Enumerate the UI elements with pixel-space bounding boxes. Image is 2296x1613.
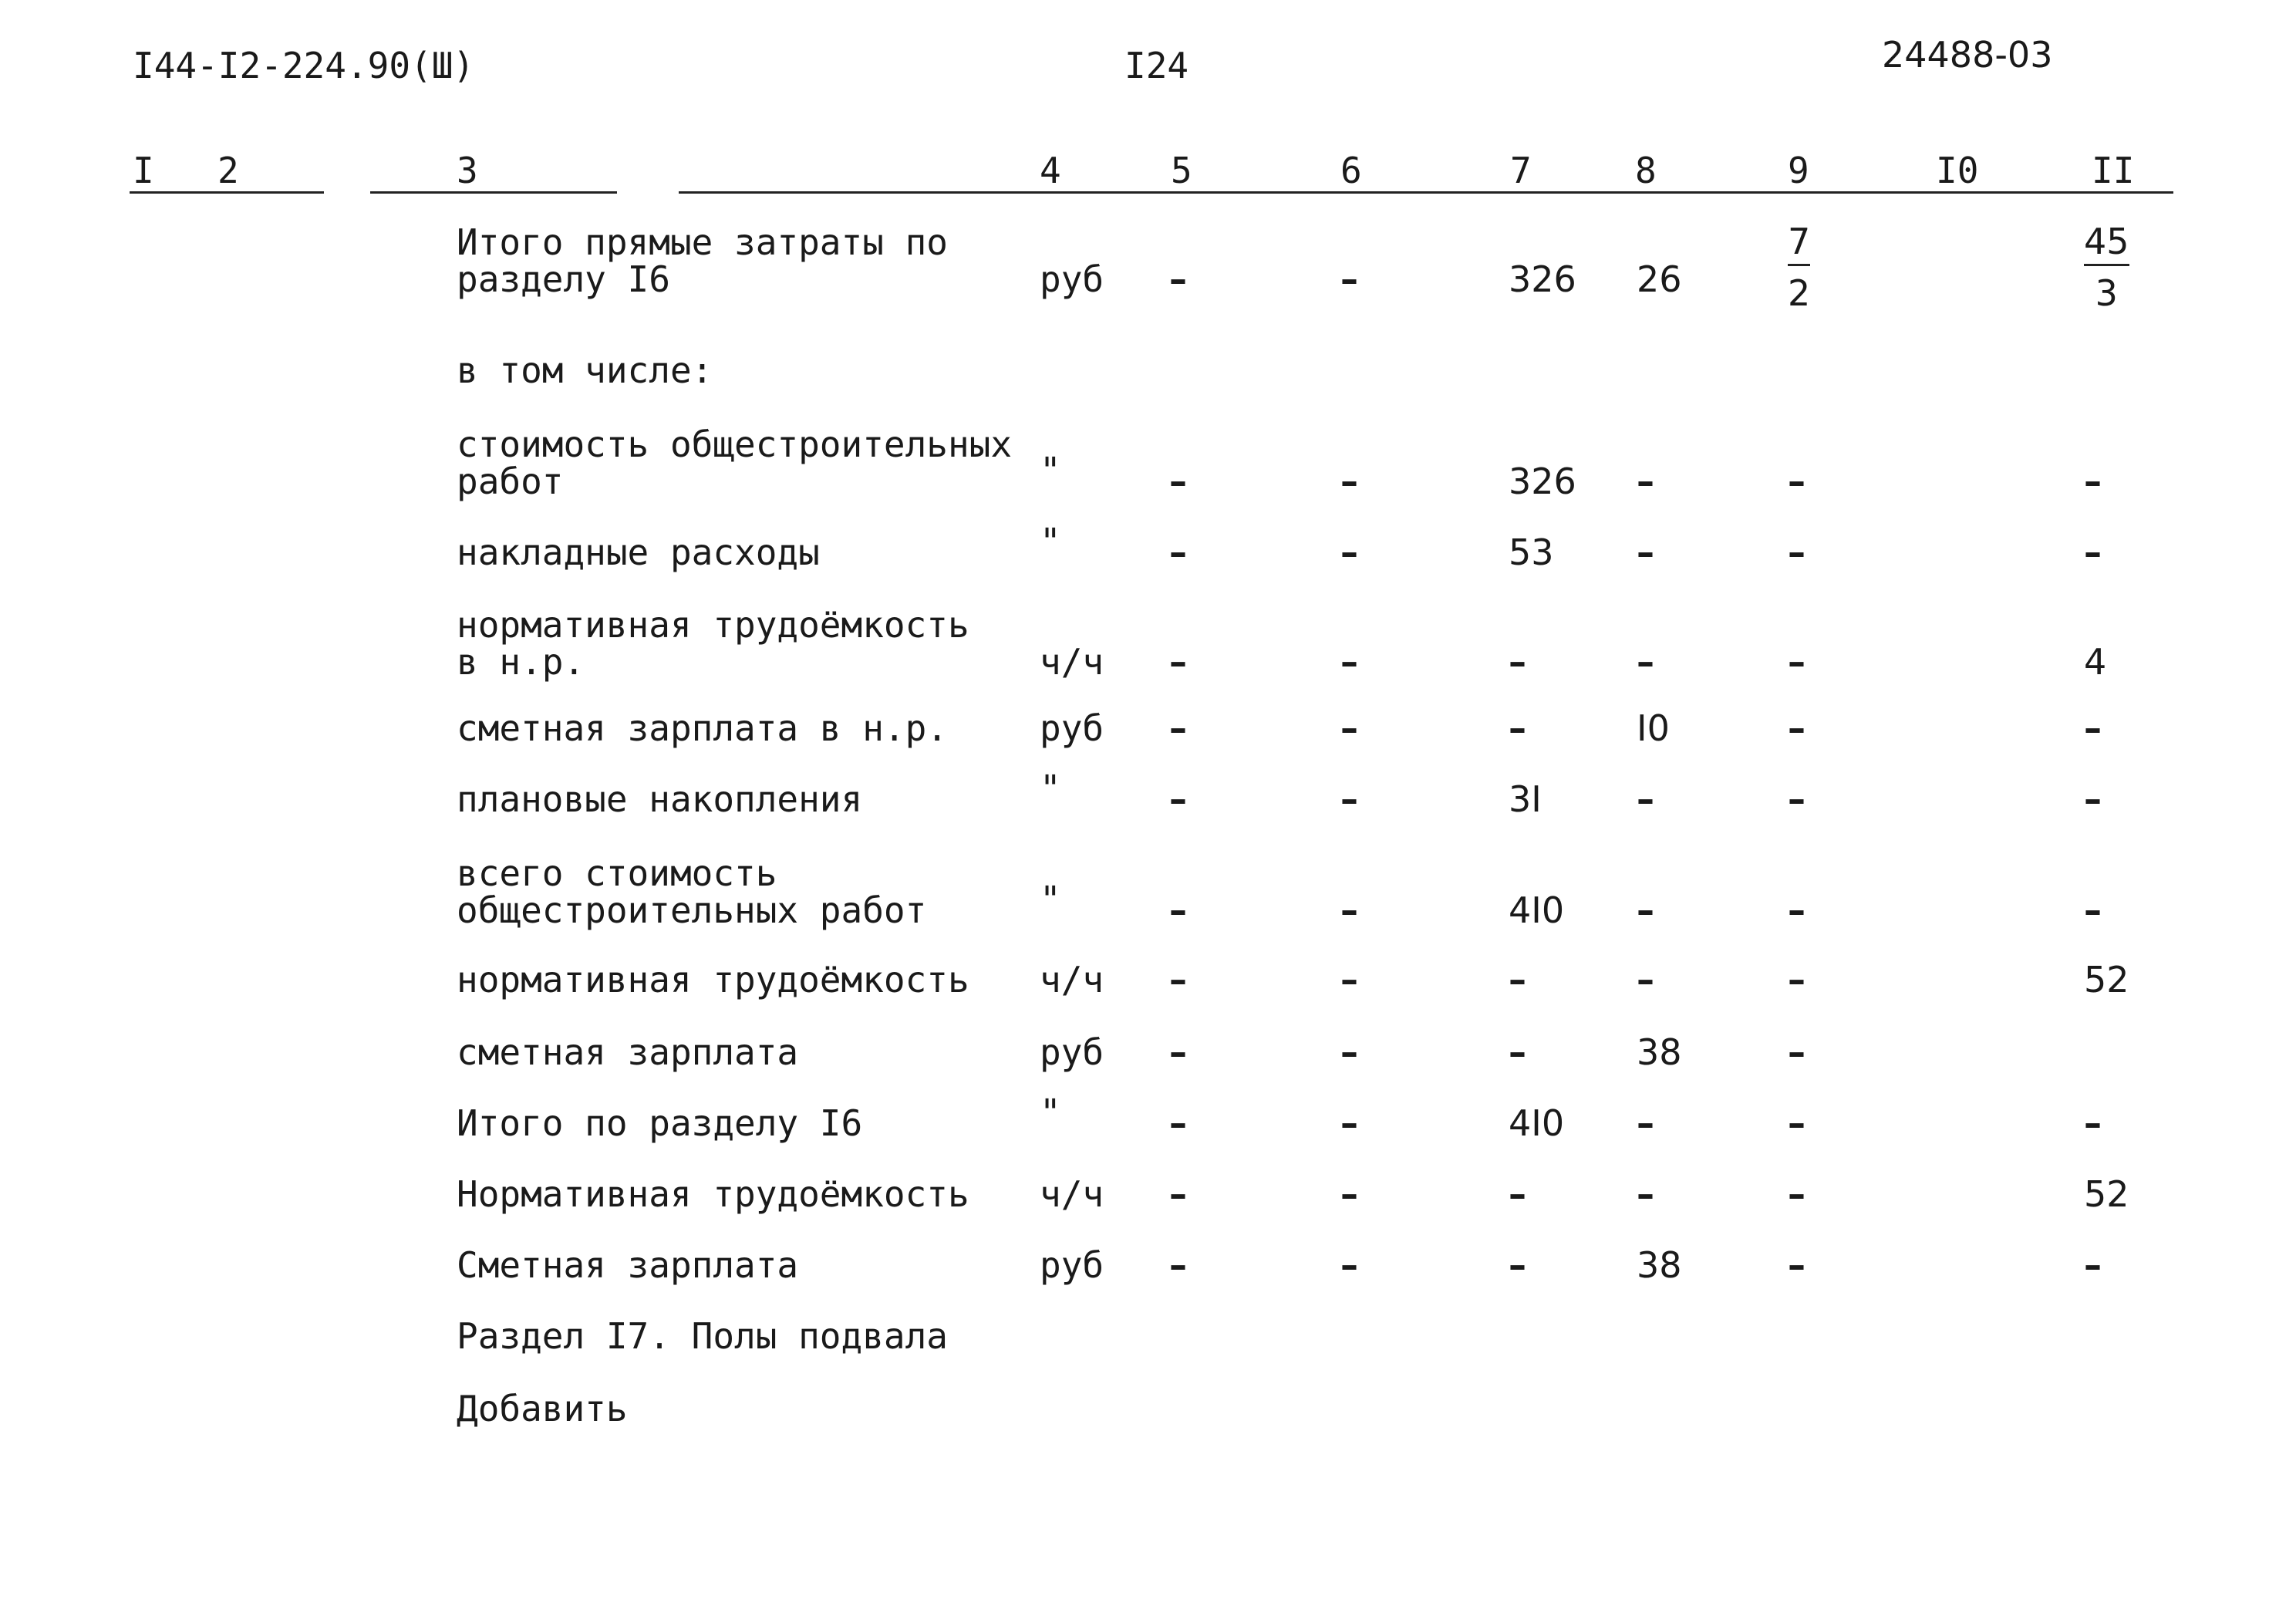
empty-dash-cell: – <box>1509 707 1526 749</box>
value-cell: 53 <box>1509 531 1554 573</box>
empty-dash-cell: – <box>1340 889 1358 931</box>
row-label: общестроительных работ <box>457 889 927 931</box>
row-label: нормативная трудоёмкость <box>457 959 969 1001</box>
empty-dash-cell: – <box>1169 1244 1187 1286</box>
header-rule-2 <box>370 191 617 194</box>
unit-cell: руб <box>1040 1244 1104 1286</box>
empty-dash-cell: – <box>2084 461 2102 502</box>
page-number: I24 <box>1124 45 1189 86</box>
empty-dash-cell: – <box>1509 1244 1526 1286</box>
unit-cell: руб <box>1040 707 1104 749</box>
column-number-2: 2 <box>217 150 239 191</box>
row-label: работ <box>457 461 564 502</box>
column-number-9: 9 <box>1788 150 1809 191</box>
value-cell: 26 <box>1637 258 1682 300</box>
value-cell: 326 <box>1509 258 1576 300</box>
empty-dash-cell: – <box>1169 1102 1187 1144</box>
value-cell: 326 <box>1509 461 1576 502</box>
value-cell: 38 <box>1637 1244 1682 1286</box>
empty-dash-cell: – <box>1340 1031 1358 1073</box>
empty-dash-cell: – <box>1788 1173 1805 1215</box>
value-cell: I0 <box>1637 707 1670 749</box>
column-number-3: 3 <box>457 150 478 191</box>
empty-dash-cell: – <box>1169 258 1187 300</box>
column-number-8: 8 <box>1635 150 1657 191</box>
empty-dash-cell: – <box>2084 889 2102 931</box>
column-number-7: 7 <box>1510 150 1532 191</box>
header-rule-1 <box>130 191 324 194</box>
unit-cell: ч/ч <box>1040 1173 1104 1215</box>
empty-dash-cell: – <box>1637 1102 1654 1144</box>
row-label: разделу I6 <box>457 258 670 300</box>
empty-dash-cell: – <box>1788 1102 1805 1144</box>
header-rule-3 <box>679 191 2173 194</box>
empty-dash-cell: – <box>2084 707 2102 749</box>
empty-dash-cell: – <box>2084 778 2102 820</box>
row-label: Сметная зарплата <box>457 1244 799 1286</box>
value-cell: 52 <box>2084 1173 2129 1215</box>
empty-dash-cell: – <box>1340 778 1358 820</box>
empty-dash-cell: – <box>1169 778 1187 820</box>
empty-dash-cell: – <box>1340 258 1358 300</box>
empty-dash-cell: – <box>1169 1173 1187 1215</box>
empty-dash-cell: – <box>1169 531 1187 573</box>
empty-dash-cell: – <box>1340 1173 1358 1215</box>
row-label: Раздел I7. Полы подвала <box>457 1315 948 1357</box>
empty-dash-cell: – <box>2084 531 2102 573</box>
row-label: сметная зарплата <box>457 1031 799 1073</box>
empty-dash-cell: – <box>1509 959 1526 1001</box>
value-cell: 3I <box>1509 778 1542 820</box>
row-label: в том числе: <box>457 349 713 391</box>
row-label: плановые накопления <box>457 778 863 820</box>
empty-dash-cell: – <box>1169 461 1187 502</box>
empty-dash-cell: – <box>1637 461 1654 502</box>
row-label: стоимость общестроительных <box>457 423 1013 465</box>
column-number-6: 6 <box>1340 150 1362 191</box>
empty-dash-cell: – <box>1637 641 1654 683</box>
empty-dash-cell: – <box>1788 461 1805 502</box>
empty-dash-cell: – <box>1788 778 1805 820</box>
empty-dash-cell: – <box>1340 1244 1358 1286</box>
row-label: всего стоимость <box>457 852 777 894</box>
empty-dash-cell: – <box>1340 461 1358 502</box>
empty-dash-cell: – <box>1788 707 1805 749</box>
document-code: I44-I2-224.90(Ш) <box>133 45 475 86</box>
empty-dash-cell: – <box>1637 531 1654 573</box>
empty-dash-cell: – <box>1169 1031 1187 1073</box>
column-number-11: II <box>2092 150 2135 191</box>
fraction-numerator: 7 <box>1788 224 1810 266</box>
fraction-denominator: 3 <box>2095 272 2118 314</box>
value-cell: 52 <box>2084 959 2129 1001</box>
empty-dash-cell: – <box>1788 889 1805 931</box>
row-label: Нормативная трудоёмкость <box>457 1173 969 1215</box>
value-cell: 4I0 <box>1509 889 1565 931</box>
value-cell: 4 <box>2084 641 2107 683</box>
row-label: Добавить <box>457 1388 628 1429</box>
row-label: накладные расходы <box>457 531 820 573</box>
unit-cell: руб <box>1040 258 1104 300</box>
fraction-numerator: 45 <box>2084 224 2129 266</box>
empty-dash-cell: – <box>1340 1102 1358 1144</box>
unit-cell: " <box>1040 768 1061 809</box>
row-label: Итого прямые затраты по <box>457 221 948 263</box>
unit-cell: ч/ч <box>1040 641 1104 683</box>
unit-cell: " <box>1040 879 1061 920</box>
empty-dash-cell: – <box>1788 641 1805 683</box>
empty-dash-cell: – <box>1169 959 1187 1001</box>
unit-cell: " <box>1040 1092 1061 1133</box>
unit-cell: " <box>1040 450 1061 491</box>
row-label: Итого по разделу I6 <box>457 1102 863 1144</box>
empty-dash-cell: – <box>1340 641 1358 683</box>
row-label: сметная зарплата в н.р. <box>457 707 948 749</box>
empty-dash-cell: – <box>1637 1173 1654 1215</box>
column-number-4: 4 <box>1040 150 1061 191</box>
empty-dash-cell: – <box>1340 707 1358 749</box>
empty-dash-cell: – <box>2084 1102 2102 1144</box>
sheet-code: 24488-03 <box>1882 34 2053 76</box>
column-number-1: I <box>133 150 154 191</box>
fraction-value <box>1788 221 1811 314</box>
empty-dash-cell: – <box>1340 959 1358 1001</box>
value-cell: 38 <box>1637 1031 1682 1073</box>
fraction-value <box>2084 221 2129 314</box>
value-cell: 4I0 <box>1509 1102 1565 1144</box>
empty-dash-cell: – <box>1788 1244 1805 1286</box>
column-number-10: I0 <box>1936 150 1979 191</box>
empty-dash-cell: – <box>1340 531 1358 573</box>
empty-dash-cell: – <box>2084 1244 2102 1286</box>
empty-dash-cell: – <box>1509 1031 1526 1073</box>
empty-dash-cell: – <box>1637 959 1654 1001</box>
unit-cell: руб <box>1040 1031 1104 1073</box>
empty-dash-cell: – <box>1788 531 1805 573</box>
empty-dash-cell: – <box>1169 641 1187 683</box>
unit-cell: " <box>1040 521 1061 562</box>
empty-dash-cell: – <box>1169 889 1187 931</box>
unit-cell: ч/ч <box>1040 959 1104 1001</box>
row-label: нормативная трудоёмкость <box>457 604 969 646</box>
empty-dash-cell: – <box>1637 889 1654 931</box>
empty-dash-cell: – <box>1788 1031 1805 1073</box>
empty-dash-cell: – <box>1169 707 1187 749</box>
row-label: в н.р. <box>457 641 585 683</box>
column-number-5: 5 <box>1171 150 1192 191</box>
empty-dash-cell: – <box>1788 959 1805 1001</box>
empty-dash-cell: – <box>1637 778 1654 820</box>
fraction-denominator: 2 <box>1788 272 1811 314</box>
empty-dash-cell: – <box>1509 641 1526 683</box>
empty-dash-cell: – <box>1509 1173 1526 1215</box>
